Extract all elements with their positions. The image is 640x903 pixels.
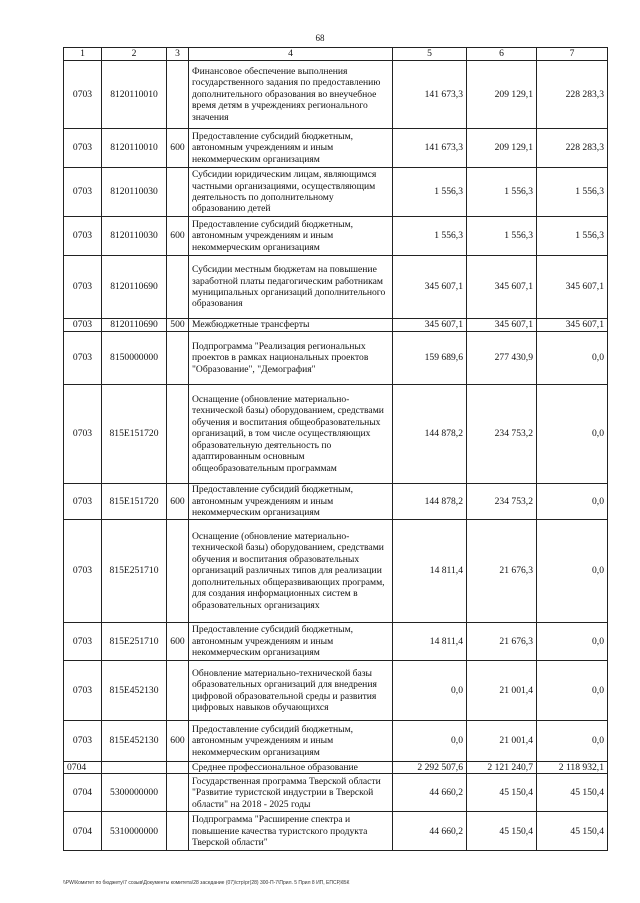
amount-col-5: 0,0: [393, 721, 467, 762]
table-row: [64, 332, 608, 385]
amount-col-6: 21 676,3: [467, 623, 537, 661]
expense-type: 600: [167, 484, 189, 520]
expense-type: [167, 520, 189, 623]
item-description: Предоставление субсидий бюджетным, автономным учреждениям и иным некоммерческим организациям: [189, 484, 393, 520]
table-row: [64, 168, 608, 217]
header-col-4: 4: [189, 48, 393, 61]
amount-col-7: 228 283,3: [537, 61, 608, 129]
section-code: 0703: [64, 520, 102, 623]
section-code: 0703: [64, 623, 102, 661]
header-col-1: 1: [64, 48, 102, 61]
target-code: 5310000000: [102, 812, 167, 851]
amount-col-7: 2 118 932,1: [537, 762, 608, 774]
table-row: [64, 385, 608, 484]
expense-type: [167, 61, 189, 129]
amount-col-6: 209 129,1: [467, 61, 537, 129]
section-code: 0704: [64, 812, 102, 851]
item-description: Предоставление субсидий бюджетным, автономным учреждениям и иным некоммерческим организациям: [189, 217, 393, 256]
expense-type: 600: [167, 217, 189, 256]
table-row: [64, 812, 608, 851]
table-row: [64, 623, 608, 661]
table-row: [64, 774, 608, 812]
amount-col-7: 45 150,4: [537, 812, 608, 851]
section-code: 0704: [64, 762, 102, 774]
target-code: 815E251710: [102, 520, 167, 623]
table-row: [64, 520, 608, 623]
amount-col-7: 0,0: [537, 661, 608, 721]
section-code: 0703: [64, 385, 102, 484]
expense-type: [167, 168, 189, 217]
amount-col-7: 0,0: [537, 484, 608, 520]
expense-type: [167, 774, 189, 812]
target-code: 815E251710: [102, 623, 167, 661]
amount-col-5: 14 811,4: [393, 623, 467, 661]
amount-col-7: 0,0: [537, 332, 608, 385]
item-description: Субсидии юридическим лицам, являющимся частными организациями, осуществляющим деятельность по дополнительному образованию детей: [189, 168, 393, 217]
footer-file-path: \\PW\Комитет по бюджету\7 созыв\Документы комитета\28 заседание (07)\стр\рг(28) 300-П-7\Прил. 5 Прил 8 ИП, ЕПСР,КБК: [63, 880, 350, 886]
amount-col-6: 45 150,4: [467, 812, 537, 851]
target-code: 5300000000: [102, 774, 167, 812]
amount-col-5: 14 811,4: [393, 520, 467, 623]
section-code: 0703: [64, 332, 102, 385]
amount-col-6: 234 753,2: [467, 385, 537, 484]
table-row: [64, 129, 608, 168]
amount-col-7: 0,0: [537, 623, 608, 661]
amount-col-6: 45 150,4: [467, 774, 537, 812]
item-description: Оснащение (обновление материально-технической базы) оборудованием, средствами обучения и воспитания образовательных организаций различных типов для реализации дополнительных общеразвивающих программ, для создания информационных систем в образовательных организациях: [189, 520, 393, 623]
amount-col-6: 345 607,1: [467, 319, 537, 332]
amount-col-5: 159 689,6: [393, 332, 467, 385]
table-row: [64, 61, 608, 129]
item-description: Обновление материально-технической базы образовательных организаций для внедрения цифровой образовательной среды и развития цифровых навыков обучающихся: [189, 661, 393, 721]
target-code: 8120110010: [102, 61, 167, 129]
section-code: 0703: [64, 129, 102, 168]
amount-col-7: 228 283,3: [537, 129, 608, 168]
amount-col-5: 345 607,1: [393, 319, 467, 332]
amount-col-6: 1 556,3: [467, 168, 537, 217]
amount-col-5: 141 673,3: [393, 61, 467, 129]
table-row: [64, 762, 608, 774]
expense-type: 600: [167, 721, 189, 762]
amount-col-5: 2 292 507,6: [393, 762, 467, 774]
page-number: 68: [315, 33, 325, 43]
amount-col-5: 144 878,2: [393, 484, 467, 520]
amount-col-6: 2 121 240,7: [467, 762, 537, 774]
table-row: [64, 319, 608, 332]
item-description: Субсидии местным бюджетам на повышение заработной платы педагогическим работникам муниципальных организаций дополнительного образования: [189, 256, 393, 319]
expense-type: 600: [167, 129, 189, 168]
target-code: 815E452130: [102, 661, 167, 721]
target-code: 815E151720: [102, 385, 167, 484]
header-col-7: 7: [537, 48, 608, 61]
item-description: Межбюджетные трансферты: [189, 319, 393, 332]
header-col-5: 5: [393, 48, 467, 61]
target-code: 8120110010: [102, 129, 167, 168]
amount-col-7: 1 556,3: [537, 217, 608, 256]
item-description: Финансовое обеспечение выполнения государственного задания по предоставлению дополнительного образования во внеучебное время детям в учреждениях регионального значения: [189, 61, 393, 129]
amount-col-5: 44 660,2: [393, 774, 467, 812]
table-row: [64, 217, 608, 256]
amount-col-6: 209 129,1: [467, 129, 537, 168]
target-code: 8120110030: [102, 168, 167, 217]
table-row: [64, 256, 608, 319]
amount-col-5: 44 660,2: [393, 812, 467, 851]
expense-type: [167, 332, 189, 385]
table-row: [64, 661, 608, 721]
expense-type: [167, 385, 189, 484]
header-col-2: 2: [102, 48, 167, 61]
section-code: 0703: [64, 168, 102, 217]
item-description: Подпрограмма "Расширение спектра и повышение качества туристского продукта Тверской области": [189, 812, 393, 851]
amount-col-5: 144 878,2: [393, 385, 467, 484]
target-code: 815E452130: [102, 721, 167, 762]
item-description: Оснащение (обновление материально-технической базы) оборудованием, средствами обучения и воспитания общеобразовательных организаций, в том числе осуществляющих образовательную деятельность по адаптированным основным общеобразовательным программам: [189, 385, 393, 484]
section-code: 0704: [64, 774, 102, 812]
amount-col-5: 1 556,3: [393, 217, 467, 256]
expense-type: [167, 661, 189, 721]
amount-col-7: 345 607,1: [537, 319, 608, 332]
item-description: Подпрограмма "Реализация региональных проектов в рамках национальных проектов "Образование", "Демография": [189, 332, 393, 385]
expense-type: [167, 256, 189, 319]
amount-col-6: 21 676,3: [467, 520, 537, 623]
target-code: 8120110690: [102, 319, 167, 332]
expense-type: 500: [167, 319, 189, 332]
amount-col-5: 141 673,3: [393, 129, 467, 168]
expense-type: [167, 762, 189, 774]
amount-col-5: 0,0: [393, 661, 467, 721]
section-code: 0703: [64, 661, 102, 721]
table-row: [64, 721, 608, 762]
section-code: 0703: [64, 217, 102, 256]
header-col-6: 6: [467, 48, 537, 61]
target-code: 815E151720: [102, 484, 167, 520]
amount-col-7: 0,0: [537, 385, 608, 484]
amount-col-7: 0,0: [537, 721, 608, 762]
section-code: 0703: [64, 484, 102, 520]
amount-col-6: 234 753,2: [467, 484, 537, 520]
amount-col-7: 345 607,1: [537, 256, 608, 319]
amount-col-5: 345 607,1: [393, 256, 467, 319]
target-code: 8120110030: [102, 217, 167, 256]
section-code: 0703: [64, 61, 102, 129]
item-description: Государственная программа Тверской области "Развитие туристской индустрии в Тверской области" на 2018 - 2025 годы: [189, 774, 393, 812]
amount-col-7: 0,0: [537, 520, 608, 623]
amount-col-6: 21 001,4: [467, 661, 537, 721]
target-code: 8120110690: [102, 256, 167, 319]
target-code: 8150000000: [102, 332, 167, 385]
amount-col-6: 345 607,1: [467, 256, 537, 319]
target-code: [102, 762, 167, 774]
section-code: 0703: [64, 319, 102, 332]
amount-col-5: 1 556,3: [393, 168, 467, 217]
item-description: Предоставление субсидий бюджетным, автономным учреждениям и иным некоммерческим организациям: [189, 129, 393, 168]
expense-type: 600: [167, 623, 189, 661]
amount-col-7: 45 150,4: [537, 774, 608, 812]
budget-table: [63, 47, 608, 851]
item-description: Предоставление субсидий бюджетным, автономным учреждениям и иным некоммерческим организациям: [189, 721, 393, 762]
amount-col-6: 1 556,3: [467, 217, 537, 256]
amount-col-6: 21 001,4: [467, 721, 537, 762]
amount-col-7: 1 556,3: [537, 168, 608, 217]
item-description: Среднее профессиональное образование: [189, 762, 393, 774]
section-code: 0703: [64, 256, 102, 319]
amount-col-6: 277 430,9: [467, 332, 537, 385]
item-description: Предоставление субсидий бюджетным, автономным учреждениям и иным некоммерческим организациям: [189, 623, 393, 661]
section-code: 0703: [64, 721, 102, 762]
table-row: [64, 484, 608, 520]
header-col-3: 3: [167, 48, 189, 61]
expense-type: [167, 812, 189, 851]
header-row: [64, 48, 608, 61]
